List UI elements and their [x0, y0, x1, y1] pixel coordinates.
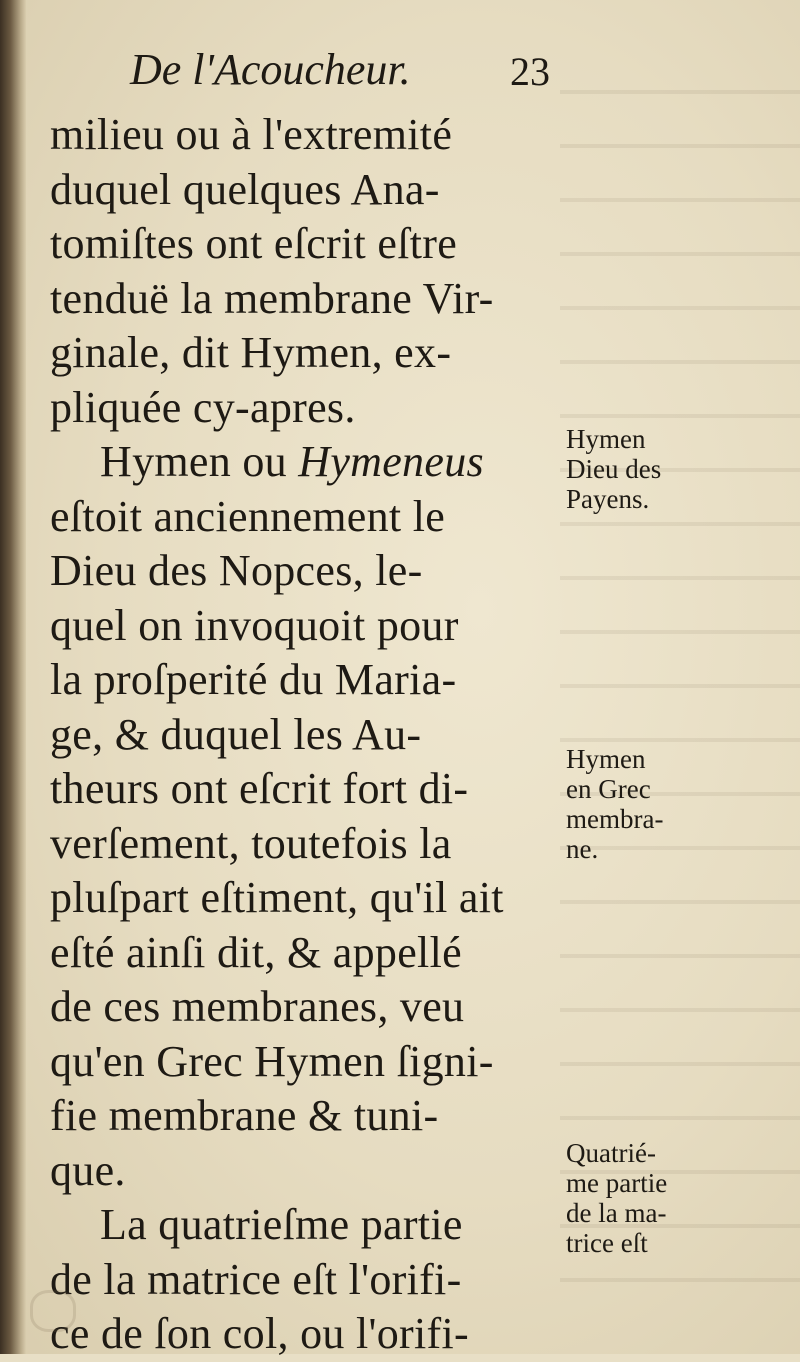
margin-note-line: en Grec — [566, 774, 651, 804]
text-line: Dieu des Nopces, le- — [50, 546, 423, 595]
text-line: pluſpart eſtiment, qu'il ait — [50, 873, 504, 922]
page-gutter — [0, 0, 26, 1354]
running-header — [130, 40, 570, 100]
margin-note-hymen-greek — [566, 744, 796, 864]
margin-note-line: Dieu des — [566, 454, 662, 484]
margin-note-fourth-part — [566, 1138, 796, 1258]
margin-note-line: membra- — [566, 804, 664, 834]
text-line: ginale, dit Hymen, ex- — [50, 328, 452, 377]
text-line: ge, & duquel les Au- — [50, 709, 422, 759]
margin-note-line: me partie — [566, 1168, 668, 1198]
margin-note-line: ne. — [566, 834, 599, 864]
text-line: quel on invoquoit pour — [50, 600, 459, 650]
margin-note-line: de la ma- — [566, 1198, 667, 1228]
margin-note-line: Quatrié- — [566, 1138, 656, 1168]
text-line: la proſperité du Maria- — [50, 655, 457, 704]
margin-note-line: trice eſt — [566, 1228, 648, 1258]
text-line: qu'en Grec Hymen ſigni- — [50, 1036, 494, 1086]
text-line: de la matrice eſt l'orifi- — [50, 1254, 462, 1304]
text-line: eſté ainſi dit, & appellé — [50, 927, 462, 977]
text-line: fie membrane & tuni- — [50, 1091, 439, 1140]
ink-smudge — [30, 1290, 76, 1332]
text-line — [50, 435, 560, 490]
italic-word: Hymeneus — [298, 437, 484, 486]
text-line: La quatrieſme partie — [100, 1200, 463, 1249]
text-line: eſtoit anciennement le — [50, 491, 446, 541]
text-line: milieu ou à l'extremité — [50, 110, 453, 159]
text-line: que. — [50, 1145, 126, 1195]
margin-note-hymen-god — [566, 424, 796, 514]
text-segment: Hymen ou — [100, 437, 287, 486]
main-text-block — [50, 108, 560, 1362]
margin-note-line: Payens. — [566, 484, 650, 514]
text-line: verſement, toutefois la — [50, 818, 452, 868]
text-line: de ces membranes, veu — [50, 982, 465, 1031]
text-line: duquel quelques Ana- — [50, 164, 440, 214]
text-line: tenduë la membrane Vir- — [50, 273, 494, 323]
text-line: theurs ont eſcrit fort di- — [50, 764, 469, 813]
margin-notes — [566, 0, 796, 1354]
text-line: tomiſtes ont eſcrit eſtre — [50, 219, 458, 268]
running-title: De l'Acoucheur. — [130, 45, 411, 94]
text-line: ce de ſon col, ou l'orifi- — [50, 1309, 469, 1358]
page-number: 23 — [510, 49, 550, 94]
margin-note-line: Hymen — [566, 424, 646, 454]
text-line: pliquée cy-apres. — [50, 382, 356, 432]
margin-note-line: Hymen — [566, 744, 646, 774]
